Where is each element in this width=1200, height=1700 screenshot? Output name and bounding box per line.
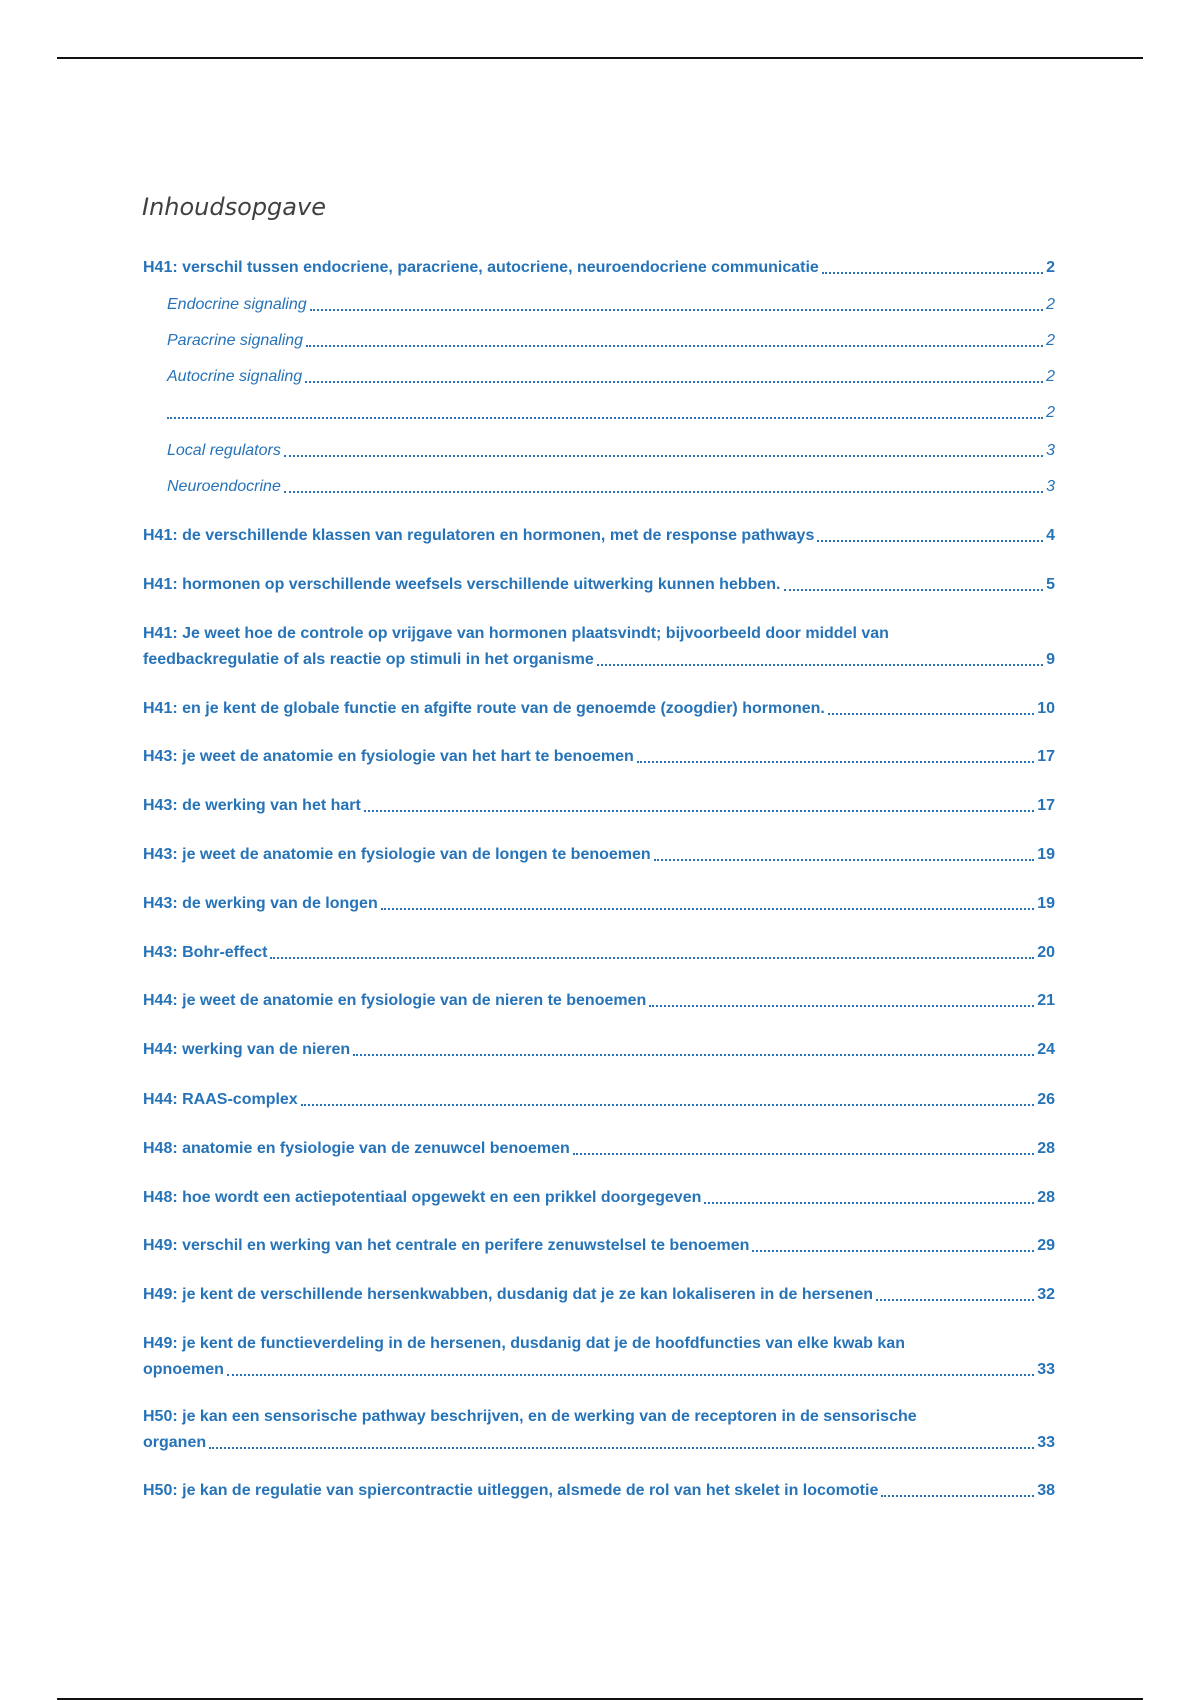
toc-entry[interactable]: H44: RAAS-complex 26 <box>143 1091 1055 1108</box>
toc-entry[interactable]: H41: verschil tussen endocriene, paracriene, autocriene, neuroendocriene communicatie 2 <box>143 259 1055 276</box>
toc-entry[interactable]: H50: je kan de regulatie van spiercontractie uitleggen, alsmede de rol van het skelet in locomotie 38 <box>143 1482 1055 1499</box>
toc-entry[interactable]: H43: de werking van de longen 19 <box>143 895 1055 912</box>
toc-entry[interactable]: H41: de verschillende klassen van regulatoren en hormonen, met de response pathways 4 <box>143 527 1055 544</box>
toc-entry[interactable]: H43: Bohr-effect 20 <box>143 944 1055 961</box>
toc-entry[interactable]: Paracrine signaling 2 <box>167 332 1055 349</box>
toc-entry[interactable]: H48: hoe wordt een actiepotentiaal opgewekt en een prikkel doorgegeven 28 <box>143 1189 1055 1206</box>
toc-entry[interactable]: H50: je kan een sensorische pathway beschrijven, en de werking van de receptoren in de sensorische organen 33 <box>143 1408 1055 1451</box>
toc-entry[interactable]: 2 <box>167 400 1055 426</box>
toc-entry[interactable]: H41: hormonen op verschillende weefsels verschillende uitwerking kunnen hebben. 5 <box>143 576 1055 593</box>
toc-entry[interactable]: H49: verschil en werking van het centrale en perifere zenuwstelsel te benoemen 29 <box>143 1237 1055 1254</box>
toc-entry[interactable]: H43: je weet de anatomie en fysiologie van het hart te benoemen 17 <box>143 748 1055 765</box>
toc-entry[interactable]: H44: werking van de nieren 24 <box>143 1041 1055 1058</box>
toc-entry[interactable]: H43: de werking van het hart 17 <box>143 797 1055 814</box>
toc-entry[interactable]: H44: je weet de anatomie en fysiologie van de nieren te benoemen 21 <box>143 992 1055 1009</box>
toc-entry[interactable]: H48: anatomie en fysiologie van de zenuwcel benoemen 28 <box>143 1140 1055 1157</box>
toc-entry[interactable]: H43: je weet de anatomie en fysiologie van de longen te benoemen 19 <box>143 846 1055 863</box>
toc-entry[interactable]: Neuroendocrine 3 <box>167 478 1055 495</box>
toc-entry[interactable]: H49: je kent de verschillende hersenkwabben, dusdanig dat je ze kan lokaliseren in de hersenen 32 <box>143 1286 1055 1303</box>
toc-title: Inhoudsopgave <box>142 193 326 221</box>
toc-entry[interactable]: Autocrine signaling 2 <box>167 368 1055 385</box>
toc-entry[interactable]: H49: je kent de functieverdeling in de hersenen, dusdanig dat je de hoofdfuncties van elke kwab kan opnoemen 33 <box>143 1335 1055 1378</box>
toc-entry[interactable]: H41: en je kent de globale functie en afgifte route van de genoemde (zoogdier) hormonen. 10 <box>143 700 1055 717</box>
header-rule <box>57 57 1143 59</box>
toc-entry[interactable]: Local regulators 3 <box>167 442 1055 459</box>
toc-entry[interactable]: H41: Je weet hoe de controle op vrijgave van hormonen plaatsvindt; bijvoorbeeld door middel van feedbackregulatie of als reactie op stimuli in het organisme 9 <box>143 625 1055 668</box>
toc-entry[interactable]: Endocrine signaling 2 <box>167 296 1055 313</box>
